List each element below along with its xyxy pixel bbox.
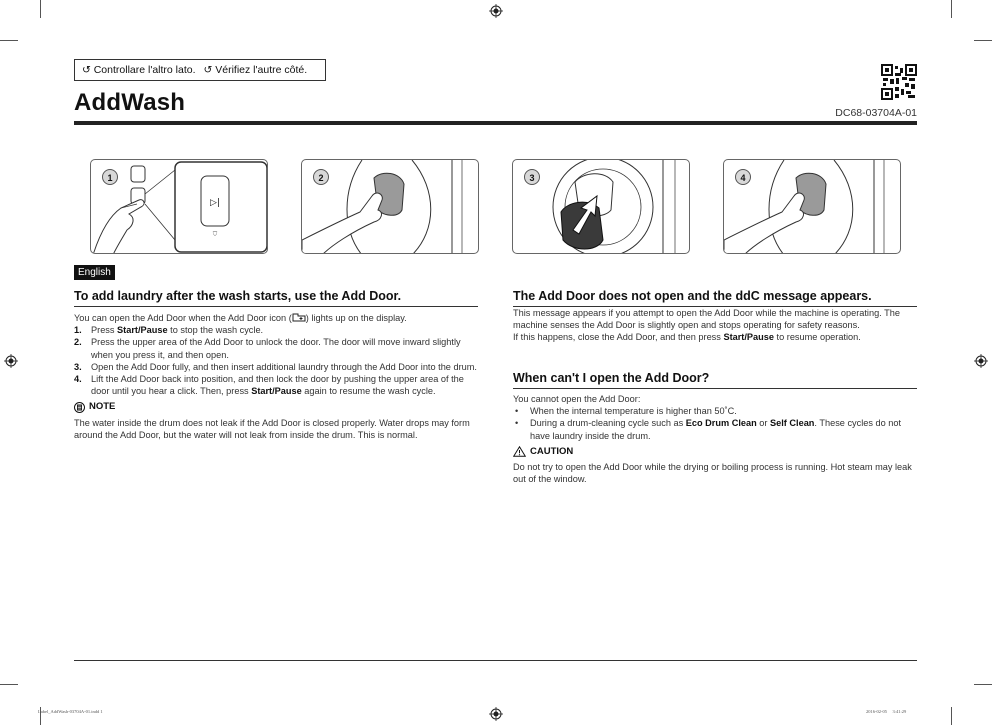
- bold-term: Self Clean: [770, 418, 815, 429]
- step-item: [74, 361, 478, 373]
- crop-mark: [951, 707, 952, 725]
- left-intro: You can open the Add Door when the Add Door icon ( ) lights up on the display.: [74, 313, 407, 323]
- language-notice-box: [74, 59, 326, 81]
- note-icon: [74, 402, 85, 413]
- registration-mark-icon: [4, 354, 18, 368]
- registration-mark-icon: [974, 354, 988, 368]
- ddc-paragraph: This message appears if you attempt to open the Add Door while the machine is operating. The machine senses the Add Door is slightly open and stops operating for safety reasons.: [513, 308, 900, 331]
- bullet-item: [513, 417, 917, 441]
- step-number-badge: 3: [524, 169, 540, 185]
- bullet-item: [513, 405, 917, 417]
- step-item: [74, 336, 478, 360]
- illustration-panel-3: [512, 159, 690, 254]
- right-section-body-when: [513, 393, 917, 485]
- right-section-body-ddc: [513, 307, 917, 344]
- crop-mark: [974, 40, 992, 41]
- crop-mark: [0, 40, 18, 41]
- text-run: or: [756, 418, 770, 429]
- bold-term: Start/Pause: [117, 325, 168, 336]
- step-item: [74, 373, 478, 397]
- text-run: Lift the Add Door back into position, and then lock the door by pushing the upper area of the door until you hear a click. Then, press: [91, 374, 464, 397]
- left-steps-list: [74, 324, 478, 397]
- page-title: AddWash: [74, 89, 186, 116]
- right-section-heading-ddc: The Add Door does not open and the ddC message appears.: [513, 289, 917, 307]
- step-number-badge: 4: [735, 169, 751, 185]
- left-section-heading: To add laundry after the wash starts, use the Add Door.: [74, 289, 478, 307]
- step-item: [74, 324, 478, 336]
- bullet-icon: •: [515, 418, 519, 429]
- text-run: Open the Add Door fully, and then insert additional laundry through the Add Door into the drum.: [91, 361, 477, 372]
- step-number: 2.: [74, 337, 82, 348]
- footer-timestamp: 2016-02-05 ㅤ3:41:29: [866, 709, 907, 714]
- registration-mark-icon: [489, 707, 503, 721]
- text-run: Press the upper area of the Add Door to unlock the door. The door will move inward slightly when you press it, and then open.: [91, 337, 461, 360]
- crop-mark: [974, 684, 992, 685]
- bullet-icon: •: [515, 406, 519, 417]
- caution-heading: [513, 446, 917, 458]
- header-rule: [74, 121, 917, 125]
- footer-file-name: Label_AddWash-03704A-01.indd 1: [38, 709, 103, 714]
- illustration-panel-4: [723, 159, 901, 254]
- text-run: Press: [91, 325, 118, 336]
- note-label: NOTE: [89, 401, 116, 413]
- crop-mark: [0, 684, 18, 685]
- illustration-panel-1: [90, 159, 268, 254]
- left-section-body: [74, 312, 478, 441]
- text-run: When the internal temperature is higher than 50˚C.: [530, 406, 737, 417]
- ddc-resume-paragraph: If this happens, close the Add Door, and then press Start/Pause to resume operation.: [513, 332, 861, 343]
- text-run: to stop the wash cycle.: [167, 325, 264, 336]
- step-number: 3.: [74, 361, 82, 372]
- caution-icon: [513, 446, 526, 457]
- right-section-heading-when: When can't I open the Add Door?: [513, 371, 917, 389]
- qr-code-icon: [881, 64, 917, 100]
- illustration-panel-2: [301, 159, 479, 254]
- text-run: . These cycles do not have laundry inside the drum.: [530, 418, 902, 441]
- bold-term: Eco Drum Clean: [685, 418, 757, 429]
- svg-text:▷|: ▷|: [210, 198, 220, 208]
- when-intro: You cannot open the Add Door:: [513, 394, 641, 404]
- step-number-badge: 1: [102, 169, 118, 185]
- step-number-badge: 2: [313, 169, 329, 185]
- text-run: During a drum-cleaning cycle such as: [530, 418, 686, 429]
- text-run: again to resume the wash cycle.: [301, 386, 436, 397]
- caution-text: Do not try to open the Add Door while the drying or boiling process is running. Hot steam may leak out of the window.: [513, 462, 912, 485]
- registration-mark-icon: [489, 4, 503, 18]
- svg-text:⛉: ⛉: [212, 231, 218, 238]
- caution-label: CAUTION: [530, 445, 574, 457]
- step-number: 1.: [74, 325, 82, 336]
- add-door-icon: [292, 313, 306, 322]
- when-bullet-list: [513, 405, 917, 442]
- footer-rule: [74, 660, 917, 661]
- bold-term: Start/Pause: [251, 386, 302, 397]
- language-tag: English: [74, 265, 115, 280]
- crop-mark: [40, 0, 41, 18]
- crop-mark: [951, 0, 952, 18]
- language-notice-fr: ↺ Vérifiez l'autre côté.: [203, 64, 308, 76]
- language-notice-it: ↺ Controllare l'altro lato.: [82, 64, 196, 76]
- document-code: DC68-03704A-01: [835, 107, 917, 119]
- note-heading: [74, 401, 478, 413]
- note-text: The water inside the drum does not leak if the Add Door is closed properly. Water drops may form around the Add Door, but the water will not leak from inside the drum. This is normal.: [74, 417, 470, 440]
- step-number: 4.: [74, 374, 82, 385]
